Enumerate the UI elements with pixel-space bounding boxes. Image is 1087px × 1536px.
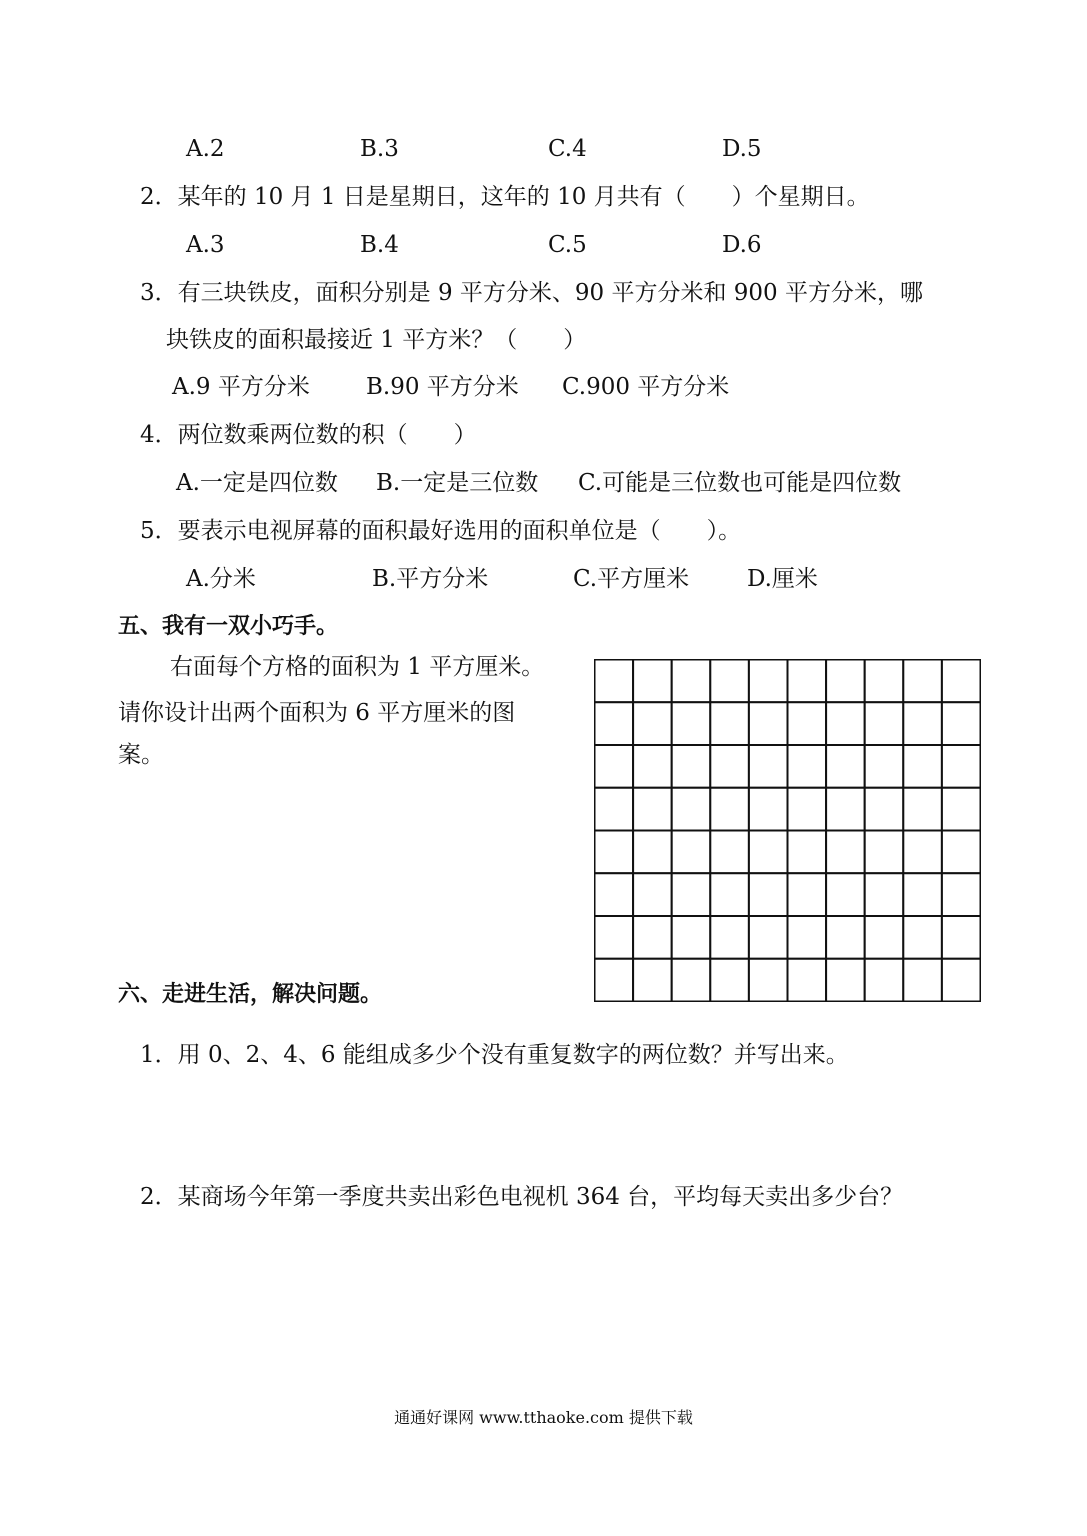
grid-cell[interactable] [710, 873, 749, 916]
grid-cell[interactable] [942, 831, 981, 874]
grid-cell[interactable] [710, 959, 749, 1002]
grid-cell[interactable] [672, 873, 711, 916]
q3-text-line1: 3．有三块铁皮，面积分别是 9 平方分米、90 平方分米和 900 平方分米，哪 [140, 280, 923, 306]
grid-cell[interactable] [749, 745, 788, 788]
grid-cell[interactable] [903, 873, 942, 916]
q2-option-d: D.6 [722, 232, 762, 258]
grid-cell[interactable] [672, 959, 711, 1002]
grid-cell[interactable] [865, 702, 904, 745]
grid-cell[interactable] [865, 959, 904, 1002]
section5-instruction-line1: 右面每个方格的面积为 1 平方厘米。 [170, 654, 545, 680]
grid-cell[interactable] [942, 959, 981, 1002]
q3-option-c: C.900 平方分米 [562, 374, 730, 400]
grid-cell[interactable] [903, 702, 942, 745]
grid-cell[interactable] [903, 831, 942, 874]
grid-cell[interactable] [749, 788, 788, 831]
grid-cell[interactable] [942, 873, 981, 916]
section6-q2: 2．某商场今年第一季度共卖出彩色电视机 364 台，平均每天卖出多少台？ [140, 1184, 904, 1210]
grid-cell[interactable] [595, 745, 634, 788]
grid-cell[interactable] [826, 745, 865, 788]
grid-cell[interactable] [710, 788, 749, 831]
q3-text-line2: 块铁皮的面积最接近 1 平方米？（ ） [166, 327, 587, 353]
grid-cell[interactable] [865, 660, 904, 703]
q3-option-b: B.90 平方分米 [366, 374, 519, 400]
q5-option-b: B.平方分米 [372, 566, 489, 592]
grid-cell[interactable] [595, 788, 634, 831]
grid-cell[interactable] [595, 873, 634, 916]
grid-cell[interactable] [942, 916, 981, 959]
grid-cell[interactable] [788, 702, 827, 745]
grid-cell[interactable] [633, 916, 672, 959]
grid-cell[interactable] [865, 916, 904, 959]
grid-cell[interactable] [826, 831, 865, 874]
q4-option-a: A.一定是四位数 [176, 470, 338, 496]
grid-cell[interactable] [672, 831, 711, 874]
q1-option-d: D.5 [722, 136, 762, 162]
grid-cell[interactable] [672, 702, 711, 745]
section6-q1: 1．用 0、2、4、6 能组成多少个没有重复数字的两位数？并写出来。 [140, 1042, 849, 1068]
grid-cell[interactable] [865, 831, 904, 874]
section6-heading: 六、走进生活，解决问题。 [118, 982, 383, 1007]
grid-cell[interactable] [788, 660, 827, 703]
grid-cell[interactable] [788, 831, 827, 874]
q4-option-b: B.一定是三位数 [376, 470, 539, 496]
grid-cell[interactable] [749, 873, 788, 916]
grid-cell[interactable] [749, 916, 788, 959]
grid-cell[interactable] [826, 702, 865, 745]
q4-text: 4．两位数乘两位数的积（ ） [140, 422, 477, 448]
grid-cell[interactable] [826, 916, 865, 959]
grid-cell[interactable] [672, 745, 711, 788]
grid-cell[interactable] [788, 959, 827, 1002]
section5-instruction-line3: 案。 [118, 742, 164, 768]
section5-heading: 五、我有一双小巧手。 [118, 614, 339, 639]
q5-option-d: D.厘米 [747, 566, 818, 592]
grid-cell[interactable] [826, 660, 865, 703]
grid-cell[interactable] [788, 873, 827, 916]
grid-cell[interactable] [749, 702, 788, 745]
grid-cell[interactable] [942, 745, 981, 788]
grid-cell[interactable] [633, 873, 672, 916]
grid-cell[interactable] [672, 788, 711, 831]
grid-cell[interactable] [903, 788, 942, 831]
grid-cell[interactable] [710, 916, 749, 959]
grid-cell[interactable] [710, 831, 749, 874]
q5-option-a: A.分米 [186, 566, 256, 592]
grid-cell[interactable] [942, 788, 981, 831]
grid-cell[interactable] [903, 745, 942, 788]
q1-option-a: A.2 [186, 136, 225, 162]
q2-option-b: B.4 [360, 232, 399, 258]
grid-cell[interactable] [865, 788, 904, 831]
q3-option-a: A.9 平方分米 [172, 374, 310, 400]
q4-option-c: C.可能是三位数也可能是四位数 [578, 470, 902, 496]
q2-option-c: C.5 [548, 232, 587, 258]
grid-cell[interactable] [595, 702, 634, 745]
grid-cell[interactable] [672, 916, 711, 959]
q2-option-a: A.3 [186, 232, 225, 258]
grid-cell[interactable] [595, 660, 634, 703]
grid-cell[interactable] [633, 702, 672, 745]
grid-cell[interactable] [749, 660, 788, 703]
grid-cell[interactable] [749, 959, 788, 1002]
grid-cell[interactable] [710, 745, 749, 788]
grid-cell[interactable] [633, 959, 672, 1002]
grid-cell[interactable] [749, 831, 788, 874]
grid-cell[interactable] [942, 660, 981, 703]
q1-option-c: C.4 [548, 136, 587, 162]
grid-cell[interactable] [633, 788, 672, 831]
grid-cell[interactable] [865, 745, 904, 788]
grid-cell[interactable] [672, 660, 711, 703]
grid-cell[interactable] [788, 745, 827, 788]
grid-cell[interactable] [710, 702, 749, 745]
q1-option-b: B.3 [360, 136, 399, 162]
grid-cell[interactable] [633, 660, 672, 703]
grid-cell[interactable] [903, 916, 942, 959]
grid-cell[interactable] [788, 788, 827, 831]
grid-cell[interactable] [903, 660, 942, 703]
grid-cell[interactable] [710, 660, 749, 703]
grid-cell[interactable] [826, 788, 865, 831]
grid-cell[interactable] [595, 831, 634, 874]
grid-cell[interactable] [633, 745, 672, 788]
q5-option-c: C.平方厘米 [573, 566, 690, 592]
grid-cell[interactable] [865, 873, 904, 916]
grid-cell[interactable] [595, 916, 634, 959]
grid-cell[interactable] [942, 702, 981, 745]
grid-cell[interactable] [788, 916, 827, 959]
square-grid[interactable] [594, 659, 981, 1002]
section5-instruction-line2: 请你设计出两个面积为 6 平方厘米的图 [118, 700, 516, 726]
grid-cell[interactable] [903, 959, 942, 1002]
grid-cell[interactable] [826, 873, 865, 916]
grid-cell[interactable] [595, 959, 634, 1002]
page-footer: 通通好课网 www.tthaoke.com 提供下载 [394, 1408, 693, 1427]
grid-cell[interactable] [633, 831, 672, 874]
q2-text: 2．某年的 10 月 1 日是星期日，这年的 10 月共有（ ）个星期日。 [140, 184, 870, 210]
grid-cell[interactable] [826, 959, 865, 1002]
q5-text: 5．要表示电视屏幕的面积最好选用的面积单位是（ ）。 [140, 518, 742, 544]
